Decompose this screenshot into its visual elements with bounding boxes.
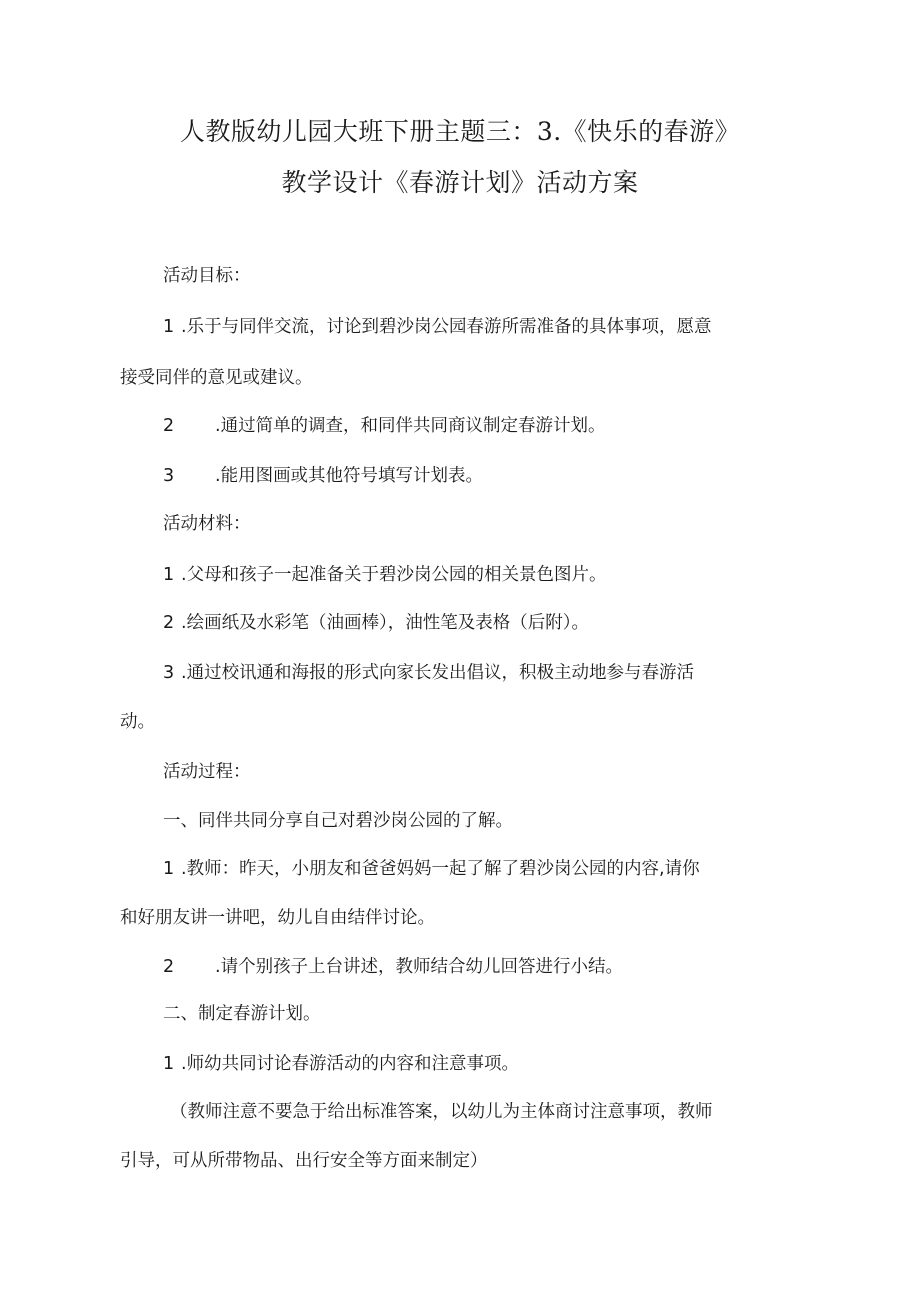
step-1-1-number: 1	[163, 859, 175, 879]
goal-1-text-a: .乐于与同伴交流，讨论到碧沙岗公园春游所需准备的具体事项，愿意	[181, 317, 712, 337]
goal-3-number: 3	[163, 466, 175, 486]
materials-heading: 活动材料：	[163, 514, 251, 534]
step-1-heading: 一、同伴共同分享自己对碧沙岗公园的了解。	[163, 811, 513, 831]
step-2-heading: 二、制定春游计划。	[163, 1004, 321, 1024]
goal-1-text-b: 接受同伴的意见或建议。	[120, 368, 313, 388]
step-2-1-number: 1	[163, 1054, 175, 1074]
step-1-2-number: 2	[163, 957, 175, 977]
process-heading: 活动过程：	[163, 762, 251, 782]
goal-3-text: .能用图画或其他符号填写计划表。	[215, 466, 484, 486]
step-1-1-text-a: .教师：昨天，小朋友和爸爸妈妈一起了解了碧沙岗公园的内容,请你	[181, 859, 700, 879]
material-2-number: 2	[163, 613, 175, 633]
material-1-text: .父母和孩子一起准备关于碧沙岗公园的相关景色图片。	[181, 565, 607, 585]
step-2-note-line-a: （教师注意不要急于给出标准答案，以幼儿为主体商讨注意事项，教师	[170, 1102, 713, 1122]
material-2-line	[163, 612, 813, 634]
goals-heading: 活动目标：	[163, 266, 251, 286]
step-1-1-line-a	[163, 858, 813, 880]
step-1-1-text-b: 和好朋友讲一讲吧，幼儿自由结伴讨论。	[120, 908, 435, 928]
step-1-2-text: .请个别孩子上台讲述，教师结合幼儿回答进行小结。	[215, 957, 624, 977]
document-title-line-2: 教学设计《春游计划》活动方案	[281, 168, 639, 197]
material-3-text-b: 动。	[120, 712, 155, 732]
document-title-line-1: 人教版幼儿园大班下册主题三：3.《快乐的春游》	[179, 117, 741, 146]
material-1-line	[163, 564, 813, 586]
step-2-1-text: .师幼共同讨论春游活动的内容和注意事项。	[181, 1054, 520, 1074]
step-1-2-line	[163, 956, 813, 978]
material-1-number: 1	[163, 565, 175, 585]
material-3-number: 3	[163, 663, 175, 683]
step-2-1-line	[163, 1053, 813, 1075]
goal-1-line-a	[163, 316, 813, 338]
goal-3-line	[163, 465, 813, 487]
goal-2-line	[163, 415, 813, 437]
material-3-line-a	[163, 662, 813, 684]
goal-1-number: 1	[163, 317, 175, 337]
goal-2-number: 2	[163, 416, 175, 436]
material-3-text-a: .通过校讯通和海报的形式向家长发出倡议，积极主动地参与春游活	[181, 663, 695, 683]
goal-2-text: .通过简单的调查，和同伴共同商议制定春游计划。	[215, 416, 606, 436]
material-2-text: .绘画纸及水彩笔（油画棒），油性笔及表格（后附）。	[181, 613, 590, 633]
step-2-note-line-b: 引导，可从所带物品、出行安全等方面来制定）	[120, 1151, 488, 1171]
